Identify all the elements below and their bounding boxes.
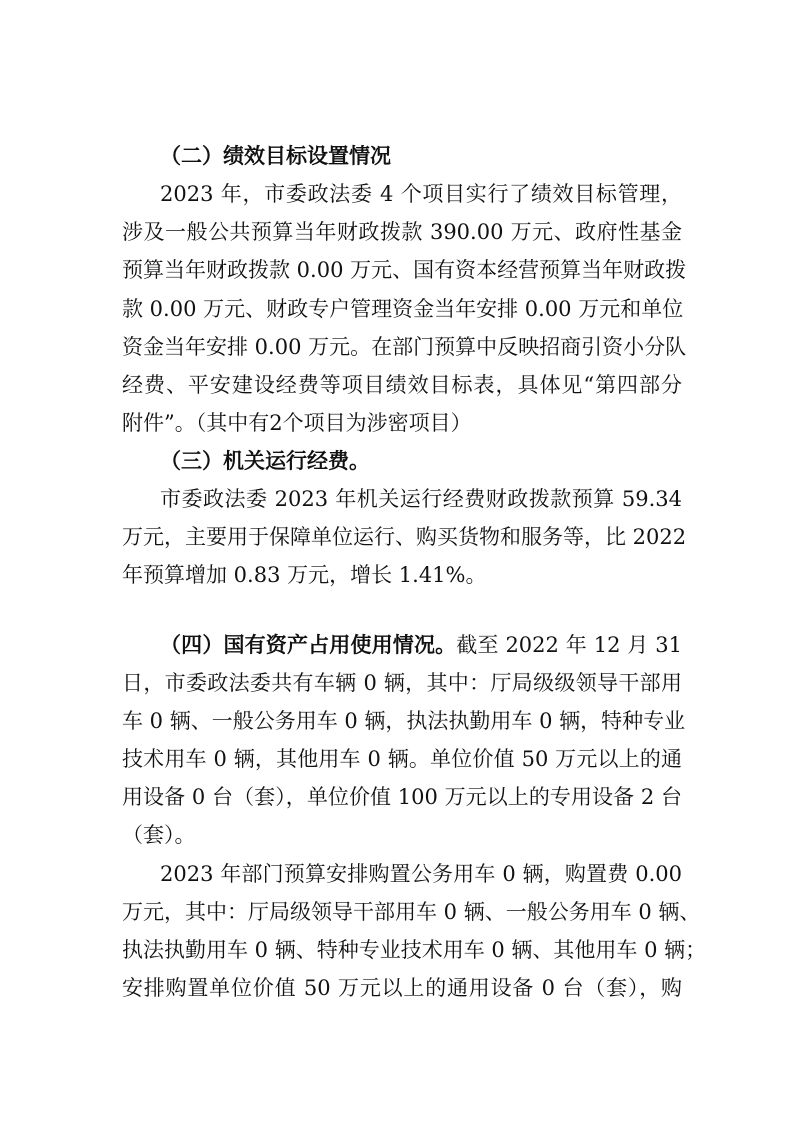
paragraph-line: 市委政法委 2023 年机关运行经费财政拨款预算 59.34 (160, 487, 682, 511)
paragraph-line: 款 0.00 万元、财政专户管理资金当年安排 0.00 万元和单位 (122, 297, 684, 321)
paragraph-line: 万元，主要用于保障单位运行、购买货物和服务等，比 2022 (122, 525, 687, 549)
section-heading-performance-targets: （二）绩效目标设置情况 (160, 144, 391, 168)
paragraph-line: 2023 年部门预算安排购置公务用车 0 辆，购置费 0.00 (160, 862, 682, 886)
paragraph-line: 预算当年财政拨款 0.00 万元、国有资本经营预算当年财政拨 (122, 258, 687, 282)
paragraph-line: 年预算增加 0.83 万元，增长 1.41%。 (122, 563, 487, 587)
paragraph-line: 涉及一般公共预算当年财政拨款 390.00 万元、政府性基金 (122, 220, 682, 244)
paragraph-line: 万元，其中：厅局级领导干部用车 0 辆、一般公务用车 0 辆、 (122, 900, 701, 924)
paragraph-text: 截至 2022 年 12 月 31 (456, 633, 683, 657)
paragraph-line: 用设备 0 台（套），单位价值 100 万元以上的专用设备 2 台 (122, 785, 682, 809)
paragraph-line: 技术用车 0 辆，其他用车 0 辆。单位价值 50 万元以上的通 (122, 747, 682, 771)
paragraph-line: 执法执勤用车 0 辆、特种专业技术用车 0 辆、其他用车 0 辆； (122, 938, 707, 962)
section-heading-state-assets: （四）国有资产占用使用情况。 (160, 633, 457, 657)
section-heading-line (160, 625, 682, 665)
paragraph-line: 安排购置单位价值 50 万元以上的通用设备 0 台（套），购 (122, 976, 682, 1000)
paragraph-line: （套）。 (122, 823, 196, 847)
paragraph-line: 资金当年安排 0.00 万元。在部门预算中反映招商引资小分队 (122, 335, 687, 359)
paragraph-line: 日，市委政法委共有车辆 0 辆，其中：厅局级级领导干部用 (122, 671, 682, 695)
paragraph-line: 附件”。（其中有2个项目为涉密项目） (122, 411, 472, 435)
section-heading-operating-expenses: （三）机关运行经费。 (160, 449, 370, 473)
paragraph-line: 车 0 辆、一般公务用车 0 辆，执法执勤用车 0 辆，特种专业 (122, 709, 686, 733)
paragraph-line: 经费、平安建设经费等项目绩效目标表，具体见“第四部分 (122, 373, 682, 397)
paragraph-line: 2023 年，市委政法委 4 个项目实行了绩效目标管理， (160, 182, 682, 206)
